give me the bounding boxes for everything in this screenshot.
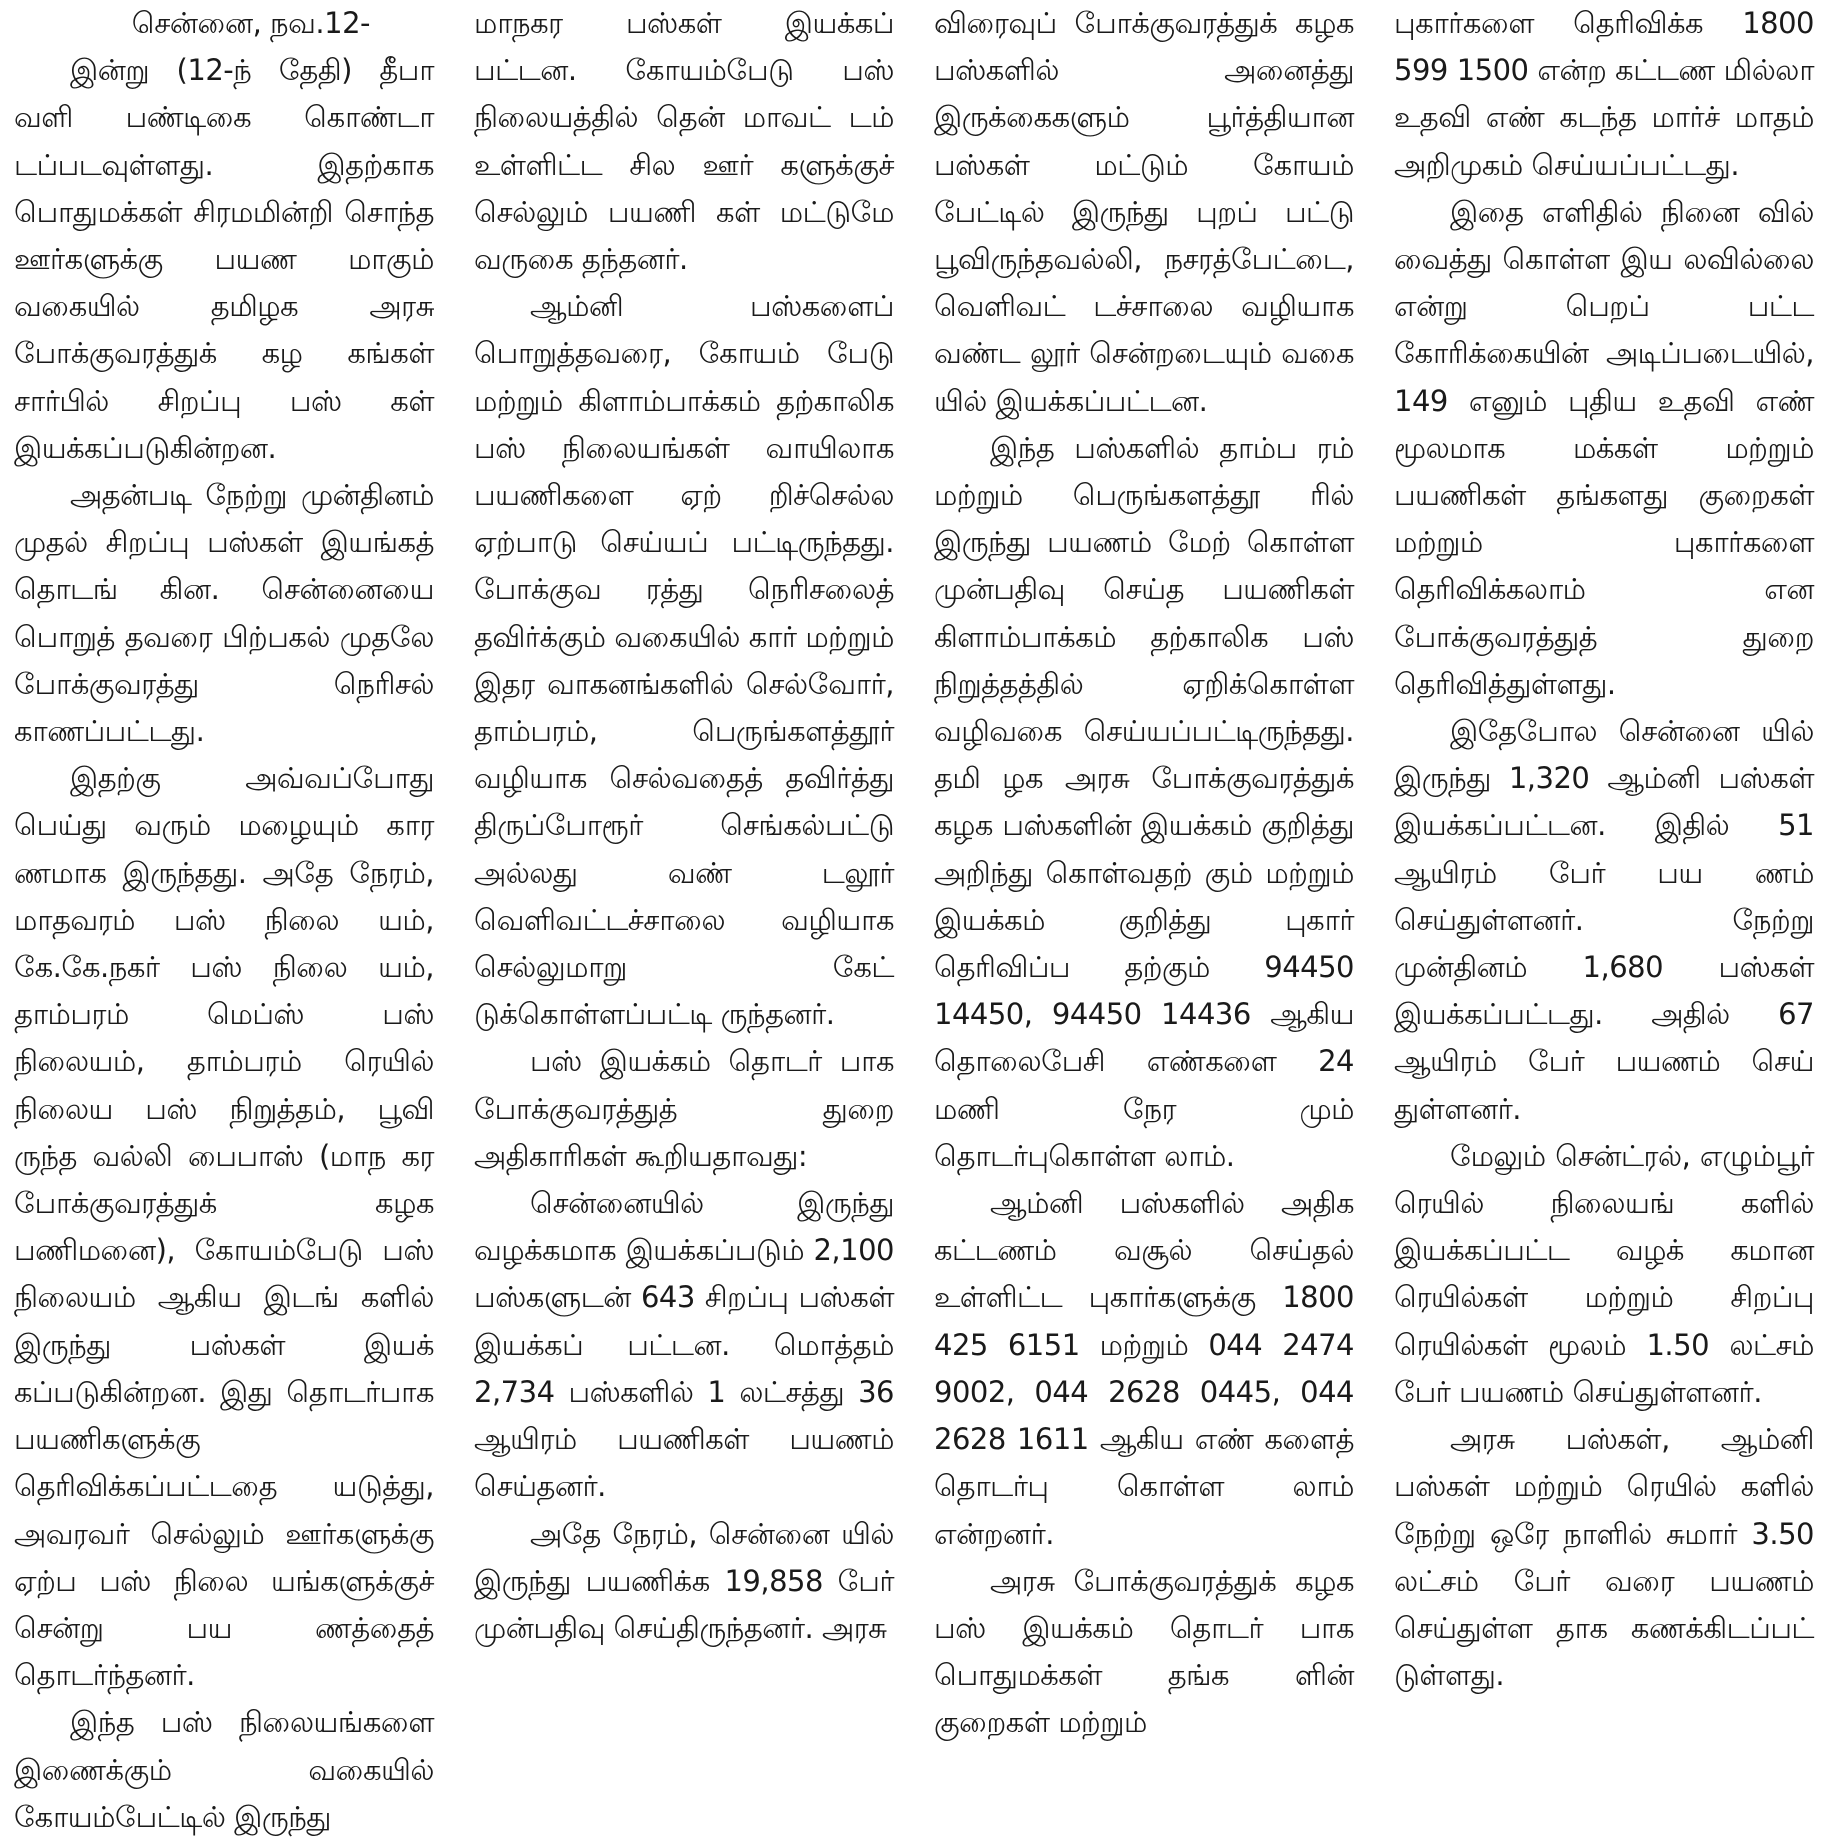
article-paragraph: இந்த பஸ் நிலையங்களை இணைக்கும் வகையில் கோயம்பேட்டில் இருந்து <box>14 1705 434 1834</box>
article-paragraph: அதே நேரம், சென்னை யில் இருந்து பயணிக்க 19,858 பேர் முன்பதிவு செய்திருந்தனர். அரசு <box>474 1516 894 1645</box>
article-paragraph: விரைவுப் போக்குவரத்துக் கழக பஸ்களில் அனைத்து இருக்கைகளும் பூர்த்தியான பஸ்கள் மட்டும் கோயம் பேட்டில் இருந்து புறப் பட்டு பூவிருந்தவல்லி, நசரத்பேட்டை, வெளிவட் டச்சாலை வழியாக வண்ட லூர் சென்றடையும் வகை யில் இயக்கப்பட்டன. <box>934 6 1354 418</box>
article-paragraph: அரசு பஸ்கள், ஆம்னி பஸ்கள் மற்றும் ரெயில் களில் நேற்று ஒரே நாளில் சுமார் 3.50 லட்சம் பேர் வரை பயணம் செய்துள்ள தாக கணக்கிடப்பட் டுள்ளது. <box>1394 1422 1814 1693</box>
dateline: சென்னை, நவ.12- <box>131 6 370 40</box>
article-column-4 <box>1394 0 1814 1718</box>
article-paragraph: அதன்படி நேற்று முன்தினம் முதல் சிறப்பு பஸ்கள் இயங்கத் தொடங் கின. சென்னையை பொறுத் தவரை பிற்பகல் முதலே போக்குவரத்து நெரிசல் காணப்பட்டது. <box>14 478 434 749</box>
article-paragraph: சென்னையில் இருந்து வழக்கமாக இயக்கப்படும் 2,100 பஸ்களுடன் 643 சிறப்பு பஸ்கள் இயக்கப் பட்டன. மொத்தம் 2,734 பஸ்களில் 1 லட்சத்து 36 ஆயிரம் பயணிகள் பயணம் செய்தனர். <box>474 1186 894 1504</box>
article-paragraph: இதை எளிதில் நினை வில் வைத்து கொள்ள இய லவில்லை என்று பெறப் பட்ட கோரிக்கையின் அடிப்படையில், 149 எனும் புதிய உதவி எண் மூலமாக மக்கள் மற்றும் பயணிகள் தங்களது குறைகள் மற்றும் புகார்களை தெரிவிக்கலாம் என போக்குவரத்துத் துறை தெரிவித்துள்ளது. <box>1394 194 1814 701</box>
article-paragraph: ஆம்னி பஸ்களில் அதிக கட்டணம் வசூல் செய்தல் உள்ளிட்ட புகார்களுக்கு 1800 425 6151 மற்றும் 044 2474 9002, 044 2628 0445, 044 2628 1611 ஆகிய எண் களைத் தொடர்பு கொள்ள லாம் என்றனர். <box>934 1186 1354 1551</box>
article-paragraph: ஆம்னி பஸ்களைப் பொறுத்தவரை, கோயம் பேடு மற்றும் கிளாம்பாக்கம் தற்காலிக பஸ் நிலையங்கள் வாயிலாக பயணிகளை ஏற் றிச்செல்ல ஏற்பாடு செய்யப் பட்டிருந்தது. போக்குவ ரத்து நெரிசலைத் தவிர்க்கும் வகையில் கார் மற்றும் இதர வாகனங்களில் செல்வோர், தாம்பரம், பெருங்களத்தூர் வழியாக செல்வதைத் தவிர்த்து திருப்போரூர் செங்கல்பட்டு அல்லது வண் டலூர் வெளிவட்டச்சாலை வழியாக செல்லுமாறு கேட் டுக்கொள்ளப்பட்டி ருந்தனர். <box>474 289 894 1032</box>
article-column-1 <box>14 0 434 1834</box>
article-paragraph: இதேபோல சென்னை யில் இருந்து 1,320 ஆம்னி பஸ்கள் இயக்கப்பட்டன. இதில் 51 ஆயிரம் பேர் பய ணம் செய்துள்ளனர். நேற்று முன்தினம் 1,680 பஸ்கள் இயக்கப்பட்டது. அதில் 67 ஆயிரம் பேர் பயணம் செய் துள்ளனர். <box>1394 714 1814 1126</box>
article-paragraph: இந்த பஸ்களில் தாம்ப ரம் மற்றும் பெருங்களத்தூ ரில் இருந்து பயணம் மேற் கொள்ள முன்பதிவு செய்த பயணிகள் கிளாம்பாக்கம் தற்காலிக பஸ் நிறுத்தத்தில் ஏறிக்கொள்ள வழிவகை செய்யப்பட்டிருந்தது. தமி ழக அரசு போக்குவரத்துக் கழக பஸ்களின் இயக்கம் குறித்து அறிந்து கொள்வதற் கும் மற்றும் இயக்கம் குறித்து புகார் தெரிவிப்ப தற்கும் 94450 14450, 94450 14436 ஆகிய தொலைபேசி எண்களை 24 மணி நேர மும் தொடர்புகொள்ள லாம். <box>934 430 1354 1173</box>
article-paragraph: பஸ் இயக்கம் தொடர் பாக போக்குவரத்துத் துறை அதிகாரிகள் கூறியதாவது: <box>474 1044 894 1173</box>
article-paragraph: மாநகர பஸ்கள் இயக்கப் பட்டன. கோயம்பேடு பஸ் நிலையத்தில் தென் மாவட் டம் உள்ளிட்ட சில ஊர் களுக்குச் செல்லும் பயணி கள் மட்டுமே வருகை தந்தனர். <box>474 6 894 277</box>
article-paragraph: அரசு போக்குவரத்துக் கழக பஸ் இயக்கம் தொடர் பாக பொதுமக்கள் தங்க ளின் குறைகள் மற்றும் <box>934 1563 1354 1740</box>
article-column-2 <box>474 0 894 1718</box>
article-paragraph: இதற்கு அவ்வப்போது பெய்து வரும் மழையும் கார ணமாக இருந்தது. அதே நேரம், மாதவரம் பஸ் நிலை யம், கே.கே.நகர் பஸ் நிலை யம், தாம்பரம் மெப்ஸ் பஸ் நிலையம், தாம்பரம் ரெயில் நிலைய பஸ் நிறுத்தம், பூவி ருந்த வல்லி பைபாஸ் (மாந கர போக்குவரத்துக் கழக பணிமனை), கோயம்பேடு பஸ் நிலையம் ஆகிய இடங் களில் இருந்து பஸ்கள் இயக் கப்படுகின்றன. இது தொடர்பாக பயணிகளுக்கு தெரிவிக்கப்பட்டதை யடுத்து, அவரவர் செல்லும் ஊர்களுக்கு ஏற்ப பஸ் நிலை யங்களுக்குச் சென்று பய ணத்தைத் தொடர்ந்தனர். <box>14 761 434 1693</box>
article-paragraph: இன்று (12-ந் தேதி) தீபா வளி பண்டிகை கொண்டா டப்படவுள்ளது. இதற்காக பொதுமக்கள் சிரமமின்றி சொந்த ஊர்களுக்கு பயண மாகும் வகையில் தமிழக அரசு போக்குவரத்துக் கழ கங்கள் சார்பில் சிறப்பு பஸ் கள் இயக்கப்படுகின்றன. <box>14 53 434 465</box>
article-column-3 <box>934 0 1354 1740</box>
article-paragraph: மேலும் சென்ட்ரல், எழும்பூர் ரெயில் நிலையங் களில் இயக்கப்பட்ட வழக் கமான ரெயில்கள் மற்றும் சிறப்பு ரெயில்கள் மூலம் 1.50 லட்சம் பேர் பயணம் செய்துள்ளனர். <box>1394 1138 1814 1409</box>
article-paragraph: புகார்களை தெரிவிக்க 1800 599 1500 என்ற கட்டண மில்லா உதவி எண் கடந்த மார்ச் மாதம் அறிமுகம் செய்யப்பட்டது. <box>1394 6 1814 182</box>
